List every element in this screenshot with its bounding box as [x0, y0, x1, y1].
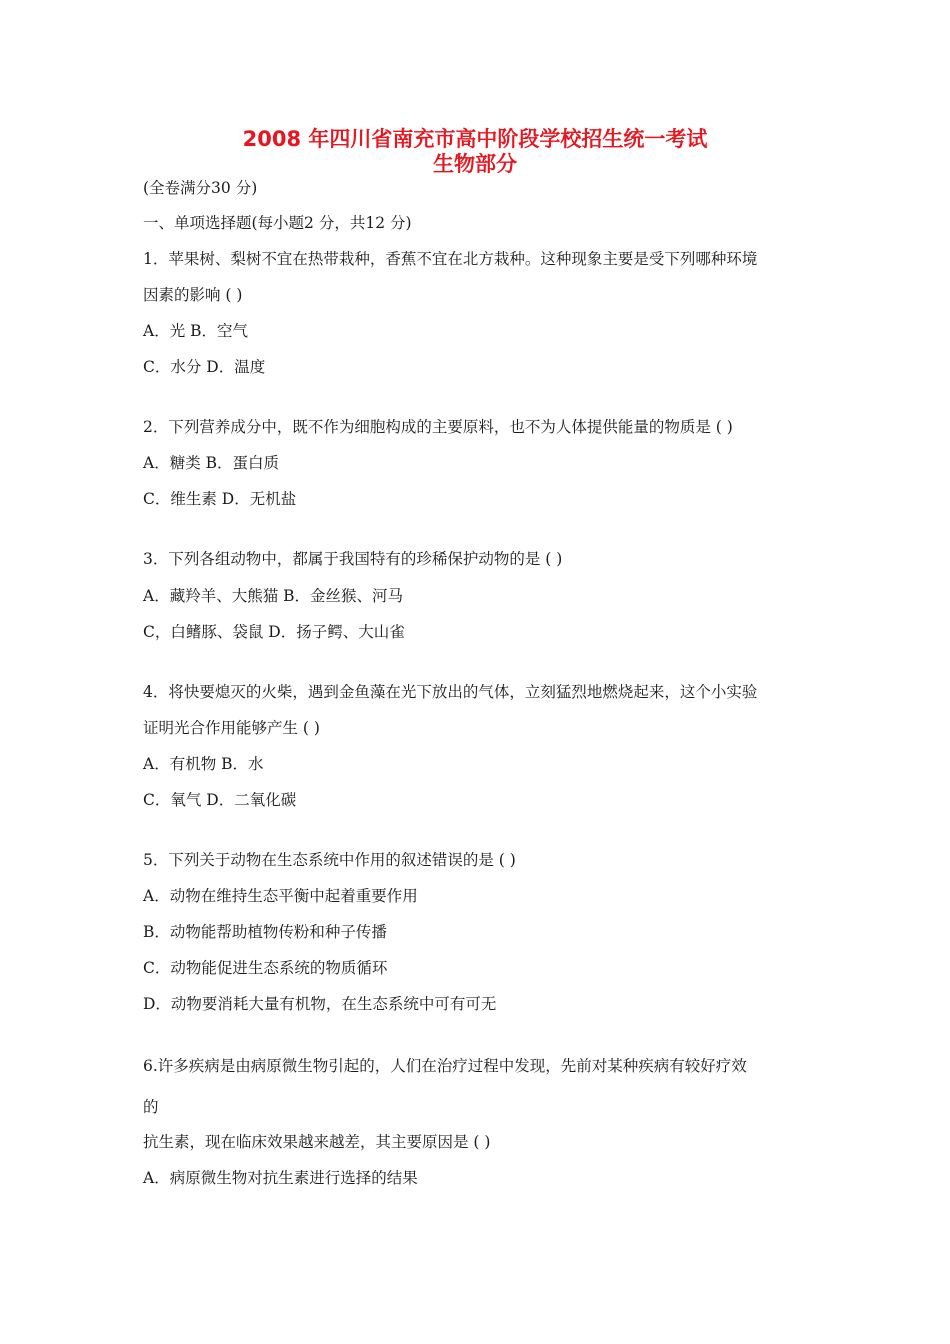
- total-score-note: (全卷满分30 分): [143, 179, 258, 197]
- question-5-option-c: C．动物能促进生态系统的物质循环: [143, 959, 388, 977]
- question-6-stem-line-1: 6.许多疾病是由病原微生物引起的，人们在治疗过程中发现，先前对某种疾病有较好疗效: [143, 1057, 747, 1075]
- document-subtitle: 生物部分: [433, 152, 517, 176]
- question-3-option-line-2: C，白鳍豚、袋鼠 D．扬子鳄、大山雀: [143, 623, 405, 641]
- question-4-option-line-2: C．氧气 D．二氧化碳: [143, 791, 297, 809]
- question-3-stem-line-1: 3．下列各组动物中，都属于我国特有的珍稀保护动物的是 ( ): [143, 550, 563, 568]
- question-1-option-line-1: A．光 B．空气: [143, 322, 249, 340]
- question-3-option-line-1: A．藏羚羊、大熊猫 B．金丝猴、河马: [143, 587, 404, 605]
- question-4-stem-line-1: 4．将快要熄灭的火柴，遇到金鱼藻在光下放出的气体，立刻猛烈地燃烧起来，这个小实验: [143, 683, 758, 701]
- question-5-option-d: D．动物要消耗大量有机物，在生态系统中可有可无: [143, 995, 497, 1013]
- question-1-stem-line-1: 1．苹果树、梨树不宜在热带栽种，香蕉不宜在北方栽种。这种现象主要是受下列哪种环境: [143, 250, 758, 268]
- question-1-option-line-2: C．水分 D．温度: [143, 358, 266, 376]
- question-5-stem-line-1: 5．下列关于动物在生态系统中作用的叙述错误的是 ( ): [143, 851, 516, 869]
- question-2-option-line-1: A．糖类 B．蛋白质: [143, 454, 280, 472]
- question-4-stem-line-2: 证明光合作用能够产生 ( ): [143, 719, 320, 737]
- question-2-stem-line-1: 2．下列营养成分中，既不作为细胞构成的主要原料，也不为人体提供能量的物质是 ( ): [143, 418, 733, 436]
- question-6-stem-line-3: 抗生素，现在临床效果越来越差，其主要原因是 ( ): [143, 1133, 491, 1151]
- question-6-option-a: A．病原微生物对抗生素进行选择的结果: [143, 1169, 418, 1187]
- section-title: 一、单项选择题(每小题2 分，共12 分): [143, 214, 412, 232]
- question-5-option-a: A．动物在维持生态平衡中起着重要作用: [143, 887, 418, 905]
- question-6-stem-line-2: 的: [143, 1098, 159, 1116]
- question-2-option-line-2: C．维生素 D．无机盐: [143, 490, 297, 508]
- question-4-option-line-1: A．有机物 B．水: [143, 755, 264, 773]
- question-5-option-b: B．动物能帮助植物传粉和种子传播: [143, 923, 387, 941]
- document-title: 2008 年四川省南充市高中阶段学校招生统一考试: [242, 127, 708, 151]
- question-1-stem-line-2: 因素的影响 ( ): [143, 286, 243, 304]
